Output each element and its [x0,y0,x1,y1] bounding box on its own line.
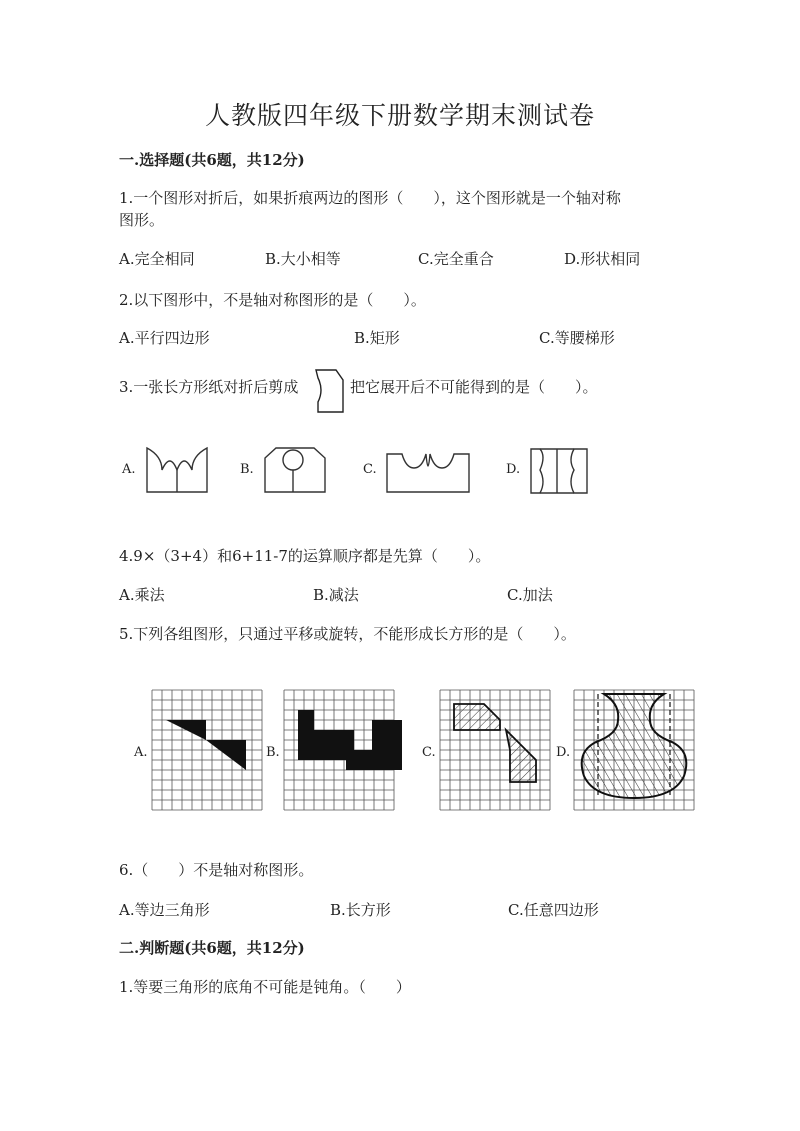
q1-text-line1: 1.一个图形对折后，如果折痕两边的图形（ ），这个图形就是一个轴对称 [119,189,621,207]
page-title: 人教版四年级下册数学期末测试卷 [204,101,595,130]
q1-option-b: B.大小相等 [265,250,341,268]
q6-option-c: C.任意四边形 [508,901,599,919]
q3-figure-label-a: A. [122,462,136,477]
q6-option-a: A.等边三角形 [119,901,210,919]
q5-figure-d [574,690,696,810]
q3-text-before: 3.一张长方形纸对折后剪成 [119,378,299,396]
q3-figure-a [144,444,210,494]
q5-figure-b [284,690,396,810]
q5-figure-label-a: A. [134,745,148,760]
q1-option-a: A.完全相同 [119,250,195,268]
q3-figure-c [384,448,472,494]
q5-text: 5.下列各组图形，只通过平移或旋转，不能形成长方形的是（ ）。 [119,625,576,643]
q2-text: 2.以下图形中，不是轴对称图形的是（ ）。 [119,291,426,309]
q5-figure-c [440,690,552,810]
section1-heading: 一.选择题(共6题，共12分) [119,151,305,169]
q4-text: 4.9×（3+4）和6+11-7的运算顺序都是先算（ ）。 [119,547,491,565]
q4-option-b: B.减法 [313,586,359,604]
q5-figure-a [152,690,264,810]
q4-option-c: C.加法 [507,586,553,604]
q2-option-b: B.矩形 [354,329,400,347]
q3-cut-shape-figure [314,368,346,414]
q3-figure-label-d: D. [506,462,521,477]
q6-option-b: B.长方形 [330,901,391,919]
q1-text-line2: 图形。 [119,211,165,229]
q2-option-c: C.等腰梯形 [539,329,615,347]
q5-figure-label-b: B. [266,745,280,760]
q6-text: 6.（ ）不是轴对称图形。 [119,861,314,879]
q1-option-d: D.形状相同 [564,250,641,268]
q3-text-after: 把它展开后不可能得到的是（ ）。 [350,378,598,396]
q5-figure-label-c: C. [422,745,436,760]
q2-option-a: A.平行四边形 [119,329,210,347]
q3-figure-label-b: B. [240,462,254,477]
q5-figure-label-d: D. [556,745,571,760]
q3-figure-d [528,446,590,496]
q3-figure-b [262,444,328,494]
q1-option-c: C.完全重合 [418,250,494,268]
judge-q1-text: 1.等要三角形的底角不可能是钝角。（ ） [119,978,411,996]
q4-option-a: A.乘法 [119,586,165,604]
section2-heading: 二.判断题(共6题，共12分) [119,939,305,957]
q3-figure-label-c: C. [363,462,377,477]
